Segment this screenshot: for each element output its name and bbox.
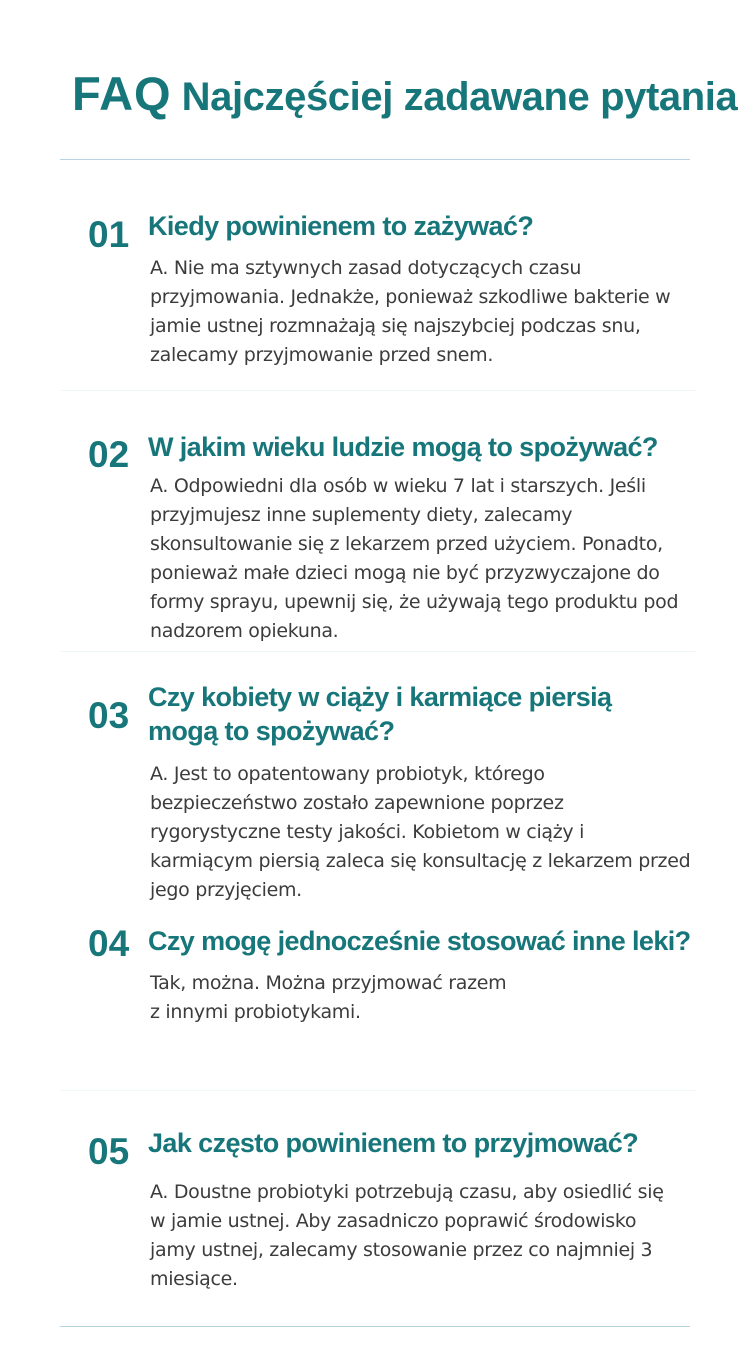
item-divider <box>60 390 696 391</box>
answer-text: A. Doustne probiotyki potrzebują czasu, aby osiedlić się w jamie ustnej. Aby zasadniczo poprawić środowisko jamy ustnej, zalecamy stosowanie przez co najmniej 3 miesiące. <box>150 1181 664 1290</box>
question-number: 05 <box>88 1131 130 1172</box>
question-title: Czy mogę jednocześnie stosować inne leki? <box>148 926 691 956</box>
item-divider <box>60 1090 696 1091</box>
answer-text: A. Jest to opatentowany probiotyk, którego bezpieczeństwo zostało zapewnione poprzez rygorystyczne testy jakości. Kobietom w ciąży i karmiącym piersią zaleca się konsultację z lekarzem przed jego przyjęciem. <box>150 763 691 901</box>
question-number: 01 <box>88 214 130 255</box>
header-divider <box>60 159 690 160</box>
question-title: Czy kobiety w ciąży i karmiące piersią mogą to spożywać? <box>148 682 612 746</box>
question-title: Jak często powinienem to przyjmować? <box>148 1128 639 1158</box>
page-title <box>72 64 742 127</box>
title-text: Najczęściej zadawane pytania <box>181 75 738 119</box>
item-divider <box>60 651 696 652</box>
footer-divider <box>60 1326 690 1327</box>
answer-text: Tak, można. Można przyjmować razem z innymi probiotykami. <box>150 972 507 1023</box>
question-number: 04 <box>88 923 130 964</box>
question-number: 02 <box>88 434 130 475</box>
page-header <box>72 64 742 127</box>
question-title: W jakim wieku ludzie mogą to spożywać? <box>148 432 658 462</box>
faq-label: FAQ <box>72 67 172 120</box>
answer-text: A. Nie ma sztywnych zasad dotyczących czasu przyjmowania. Jednakże, ponieważ szkodliwe bakterie w jamie ustnej rozmnażają się najszybciej podczas snu, zalecamy przyjmowanie przed snem. <box>150 257 671 366</box>
question-title: Kiedy powinienem to zażywać? <box>148 211 534 241</box>
answer-text: A. Odpowiedni dla osób w wieku 7 lat i starszych. Jeśli przyjmujesz inne suplementy diety, zalecamy skonsultowanie się z lekarzem przed użyciem. Ponadto, ponieważ małe dzieci mogą nie być przyzwyczajone do formy sprayu, upewnij się, że używają tego produktu pod nadzorem opiekuna. <box>150 475 679 642</box>
question-number: 03 <box>88 695 130 736</box>
